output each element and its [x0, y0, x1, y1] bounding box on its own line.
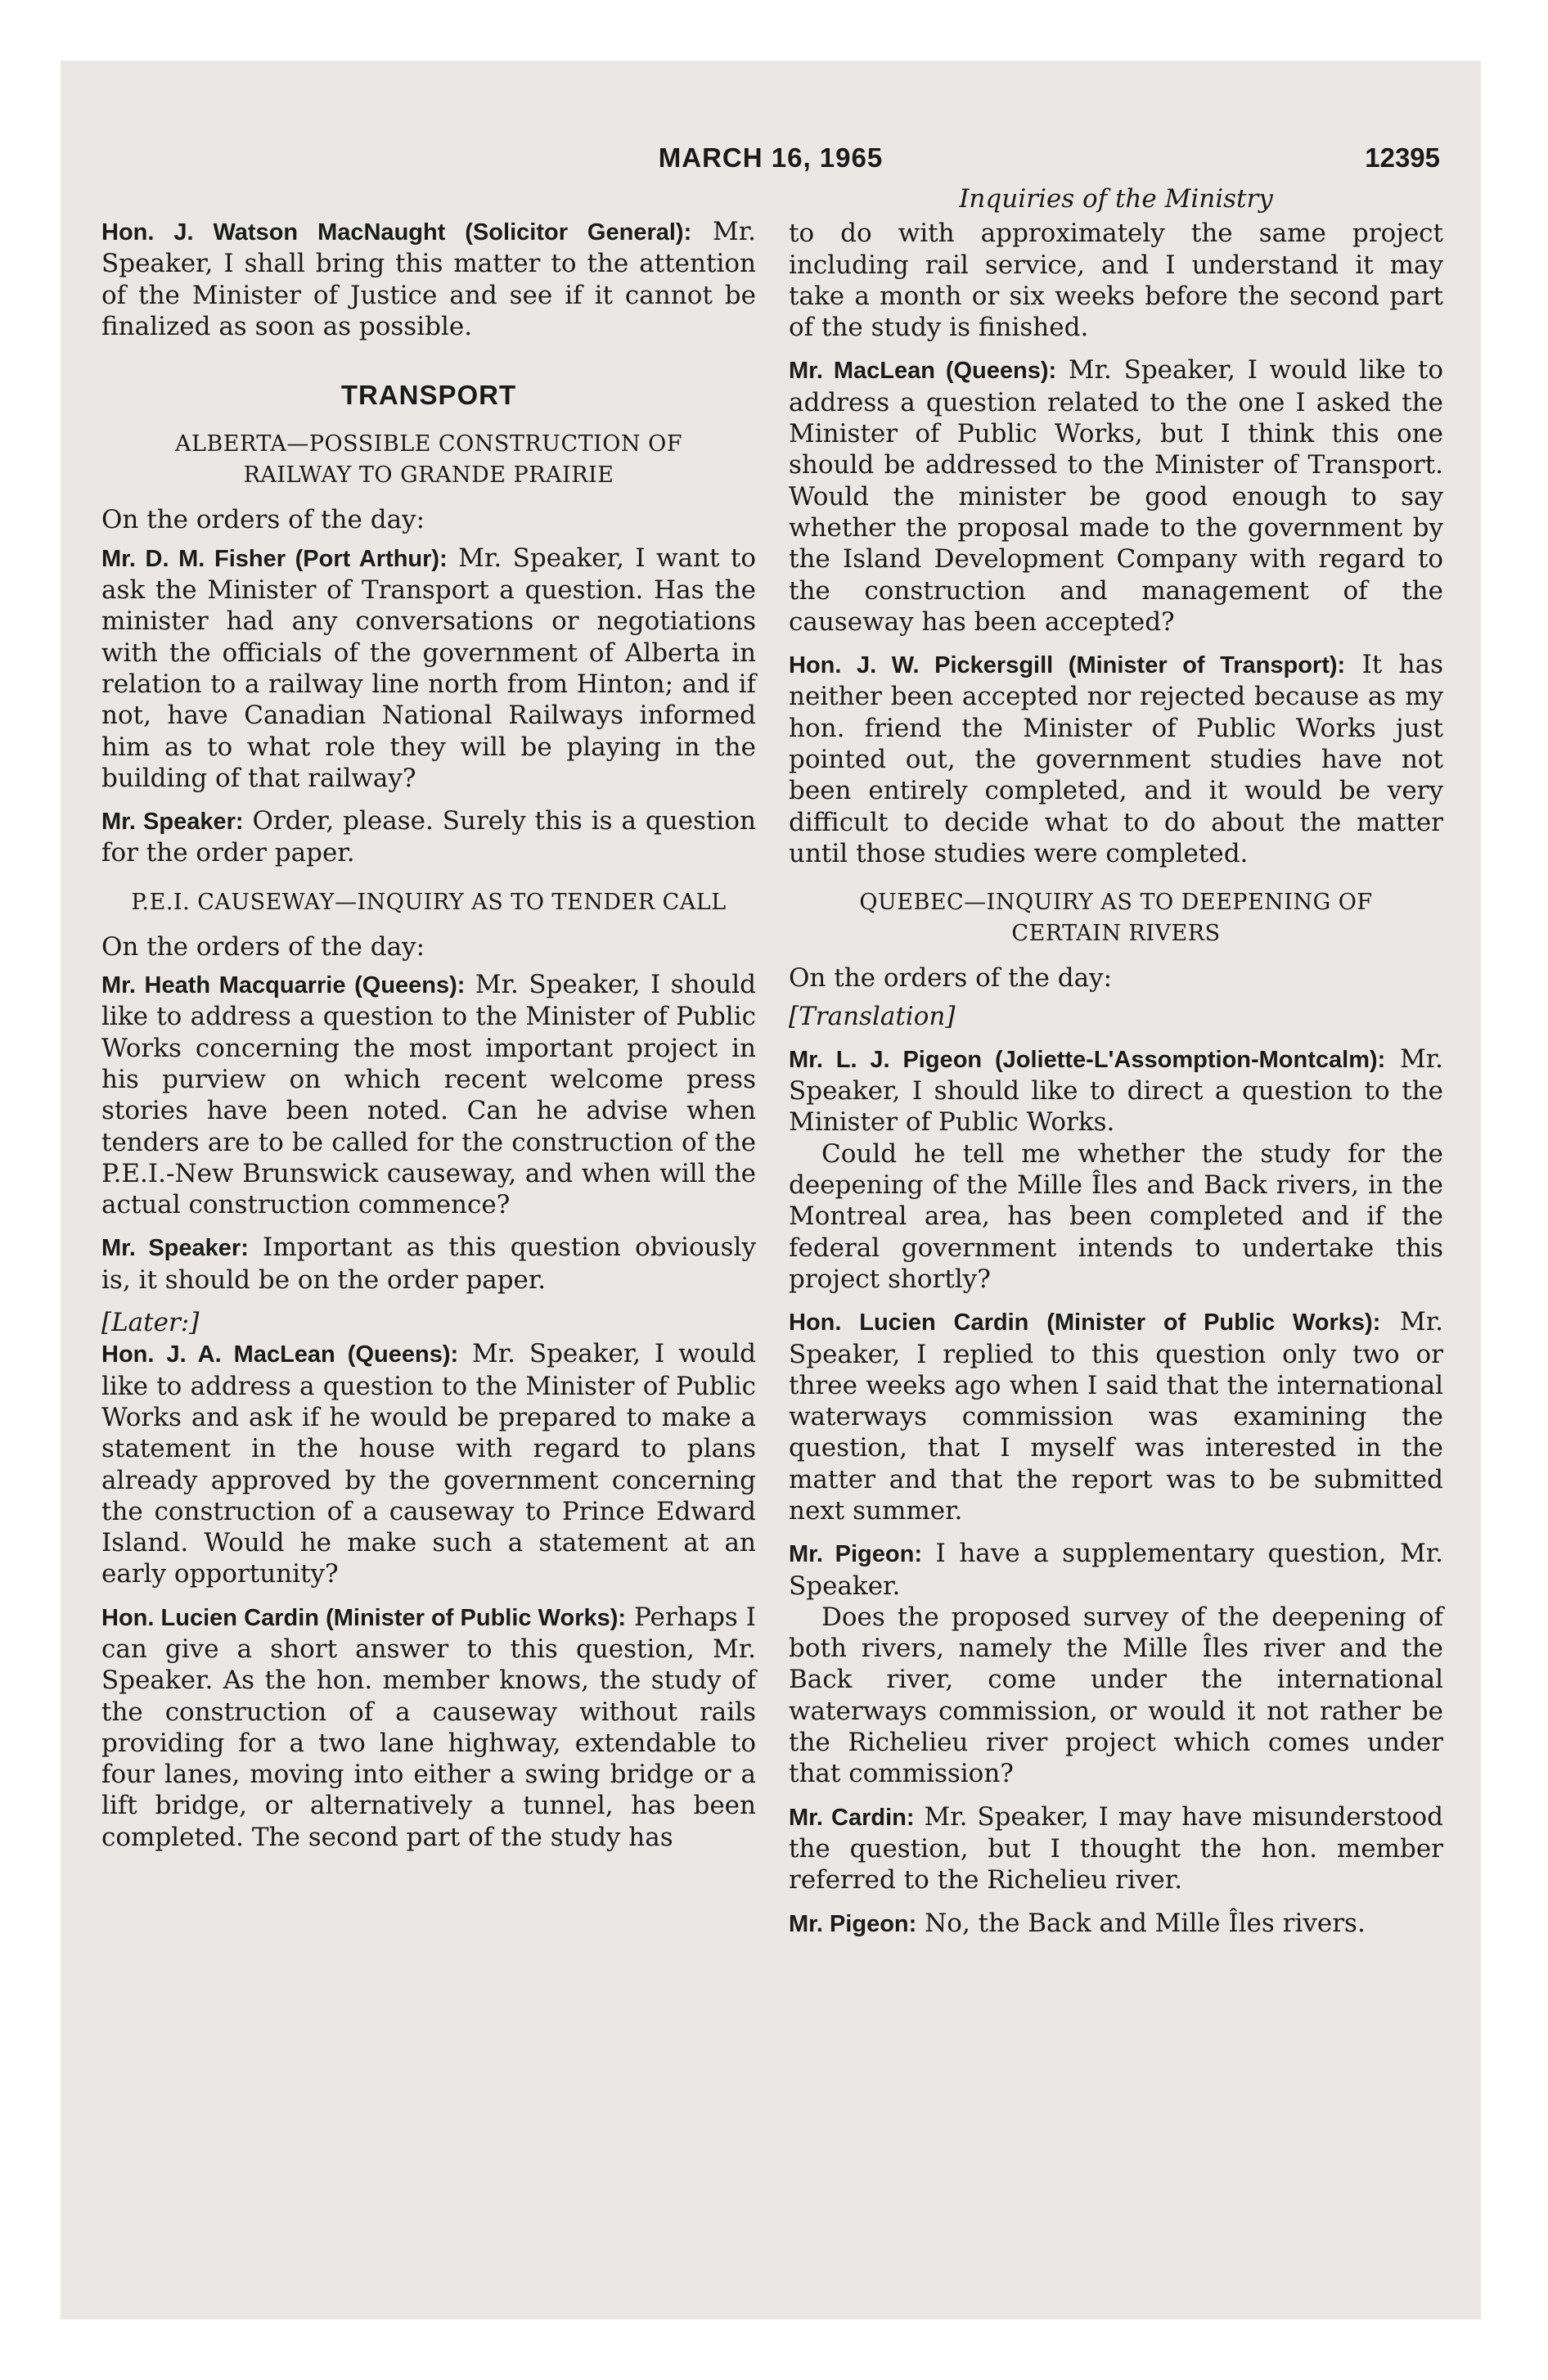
- speaker-name: Mr. Pigeon:: [789, 1541, 922, 1568]
- paragraph-text: Mr. Speaker, I may have misunderstood the question, but I thought the hon. member referred to the Richelieu river.: [789, 1801, 1443, 1895]
- paragraph-text: Mr. Speaker, I should like to direct a question to the Minister of Public Works.: [789, 1044, 1443, 1138]
- page-number: 12395: [1365, 142, 1440, 173]
- paragraph-text: Important as this question obviously is, it should be on the order paper.: [101, 1233, 756, 1295]
- page-header: [61, 142, 1481, 183]
- paragraph: [101, 1338, 756, 1589]
- paragraph-text: I have a supplementary question, Mr. Speaker.: [789, 1539, 1443, 1601]
- paragraph-text: Mr. Speaker, I would like to address a question to the Minister of Public Works and ask if he would be prepared to make a statement in the house with regard to plans already approved by the government concerning the construction of a causeway to Prince Edward Island. Would he make such a statement at an early opportunity?: [101, 1339, 756, 1589]
- orders-of-day: On the orders of the day:: [101, 505, 425, 535]
- paragraph: Does the proposed survey of the deepening of both rivers, namely the Mille Îles river and the Back river, come under the international waterways commission, or would it not rather be the Richelieu river project which comes under that commission?: [789, 1602, 1443, 1789]
- speaker-name: Mr. Heath Macquarrie (Queens):: [101, 972, 466, 999]
- paragraph: [789, 1801, 1443, 1896]
- paragraph: [101, 969, 756, 1220]
- document-page: [61, 61, 1481, 2319]
- paragraph: [789, 1044, 1443, 1138]
- subsection-heading: ALBERTA—POSSIBLE CONSTRUCTION OF RAILWAY TO GRANDE PRAIRIE: [175, 431, 682, 489]
- speaker-name: Hon. J. W. Pickersgill (Minister of Transport):: [789, 652, 1346, 679]
- speaker-name: Hon. Lucien Cardin (Minister of Public Works):: [101, 1604, 627, 1631]
- left-column: [101, 216, 756, 1853]
- right-column: [789, 183, 1443, 1940]
- paragraph-text: No, the Back and Mille Îles rivers.: [916, 1908, 1366, 1938]
- orders-of-day: On the orders of the day:: [101, 931, 425, 962]
- paragraph-text: Perhaps I can give a short answer to this question, Mr. Speaker. As the hon. member knows, the study of the construction of a causeway without rails providing for a two lane highway, extendable to four lanes, moving into either a swing bridge or a lift bridge, or alternatively a tunnel, has been completed. The second part of the study has: [101, 1602, 756, 1852]
- speaker-name: Mr. D. M. Fisher (Port Arthur):: [101, 545, 448, 572]
- running-title: Inquiries of the Ministry: [959, 184, 1273, 214]
- subsection-heading: QUEBEC—INQUIRY AS TO DEEPENING OF CERTAIN RIVERS: [859, 890, 1373, 947]
- paragraph: [101, 805, 756, 869]
- speaker-name: Mr. Cardin:: [789, 1804, 915, 1831]
- orders-of-day: On the orders of the day:: [789, 963, 1113, 994]
- paragraph-text: It has neither been accepted nor rejected because as my hon. friend the Minister of Public Works just pointed out, the government studies have not been entirely completed, and it would be very difficult to decide what to do about the matter until those studies were completed.: [789, 650, 1443, 868]
- paragraph: [789, 1908, 1443, 1940]
- paragraph: [789, 649, 1443, 869]
- paragraph-text: Mr. Speaker, I want to ask the Minister of Transport a question. Has the minister had any conversations or negotiations with the officials of the government of Alberta in relation to a railway line north from Hinton; and if not, have Canadian National Railways informed him as to what role they will be playing in the building of that railway?: [101, 543, 756, 793]
- speaker-name: Hon. J. A. MacLean (Queens):: [101, 1341, 459, 1368]
- paragraph-text: Mr. Speaker, I would like to address a question related to the one I asked the Minister of Public Works, but I think this one should be addressed to the Minister of Transport. Would the minister be good enough to say whether the proposal made to the government by the Island Development Company with regard to the construction and management of the causeway has been accepted?: [789, 355, 1443, 637]
- paragraph: [101, 216, 756, 342]
- paragraph-text: Mr. Speaker, I shall bring this matter to the attention of the Minister of Justice and see if it cannot be finalized as soon as possible.: [101, 217, 756, 341]
- speaker-name: Mr. MacLean (Queens):: [789, 358, 1057, 385]
- subsection-heading: P.E.I. CAUSEWAY—INQUIRY AS TO TENDER CALL: [131, 889, 727, 915]
- speaker-name: Hon. J. Watson MacNaught (Solicitor General):: [101, 219, 692, 246]
- speaker-name: Mr. Speaker:: [101, 1235, 249, 1262]
- later-marker: [Later:]: [101, 1308, 200, 1338]
- speaker-name: Hon. Lucien Cardin (Minister of Public Works):: [789, 1309, 1381, 1336]
- paragraph-text: Mr. Speaker, I replied to this question only two or three weeks ago when I said that the international waterways commission was examining the question, that I myself was interested in the matter and that the report was to be submitted next summer.: [789, 1307, 1443, 1526]
- paragraph-text: Mr. Speaker, I should like to address a question to the Minister of Public Works concerning the most important project in his purview on which recent welcome press stories have been noted. Can he advise when tenders are to be called for the construction of the P.E.I.-New Brunswick causeway, and when will the actual construction commence?: [101, 970, 756, 1220]
- paragraph: [101, 1232, 756, 1296]
- paragraph: [101, 1602, 756, 1853]
- paragraph: [789, 1538, 1443, 1602]
- section-heading: TRANSPORT: [340, 380, 517, 411]
- paragraph: [101, 543, 756, 794]
- paragraph: [789, 1306, 1443, 1526]
- speaker-name: Mr. Speaker:: [101, 809, 244, 836]
- speaker-name: Mr. L. J. Pigeon (Joliette-L'Assomption-Montcalm):: [789, 1046, 1386, 1073]
- paragraph: [789, 354, 1443, 638]
- translation-marker: [Translation]: [789, 1001, 956, 1031]
- header-date: MARCH 16, 1965: [658, 142, 884, 173]
- speaker-name: Mr. Pigeon:: [789, 1910, 917, 1937]
- paragraph: to do with approximately the same project including rail service, and I understand it may take a month or six weeks before the second part of the study is finished.: [789, 219, 1443, 343]
- paragraph-text: Order, please. Surely this is a question for the order paper.: [101, 806, 756, 868]
- paragraph: Could he tell me whether the study for the deepening of the Mille Îles and Back rivers, in the Montreal area, has been completed and if the federal government intends to undertake this project shortly?: [789, 1138, 1443, 1294]
